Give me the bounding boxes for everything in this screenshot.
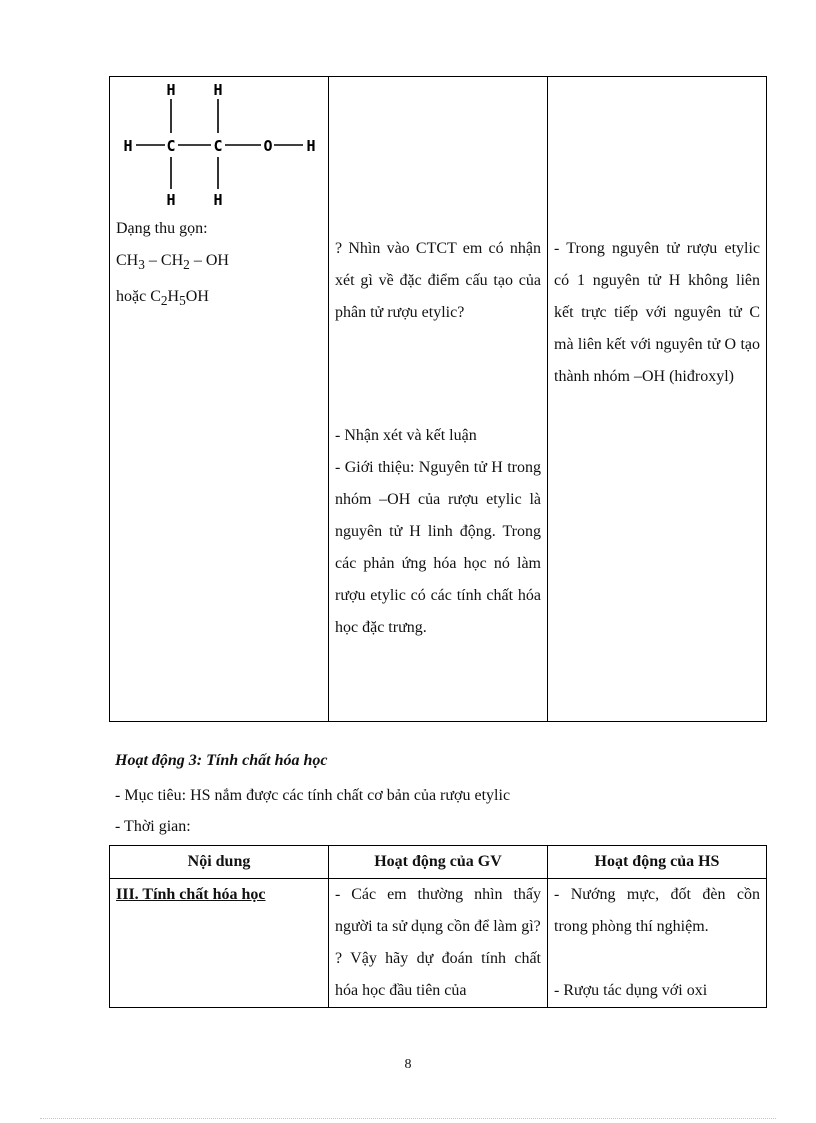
condensed-formula-1 xyxy=(116,245,322,281)
header-content: Nội dung xyxy=(110,846,329,879)
hs-answer-2: - Rượu tác dụng với oxi xyxy=(554,982,708,999)
atom-o: O xyxy=(263,137,273,155)
gv-question-2: ? Vậy hãy dự đoán tính chất hóa học đầu tiên của xyxy=(335,950,541,999)
formula-subscript: 2 xyxy=(160,293,168,309)
structure-table xyxy=(109,76,767,722)
atom-h-top-left: H xyxy=(166,81,176,99)
hs-answer-1: - Nướng mực, đốt đèn cồn trong phòng thí nghiệm. xyxy=(554,886,760,935)
section-title: III. Tính chất hóa học xyxy=(116,886,266,903)
formula-part: hoặc C xyxy=(116,288,161,306)
header-gv: Hoạt động của GV xyxy=(329,846,548,879)
content-cell xyxy=(110,879,329,1008)
content-cell xyxy=(110,77,329,722)
atom-c1: C xyxy=(166,137,176,155)
table-header-row xyxy=(110,846,767,879)
atom-h-right: H xyxy=(306,137,316,155)
formula-subscript: 2 xyxy=(183,257,190,273)
spacer xyxy=(335,77,541,233)
spacer xyxy=(335,329,541,420)
activity-objective: - Mục tiêu: HS nắm được các tính chất cơ bản của rượu etylic xyxy=(115,787,511,804)
atom-c2: C xyxy=(213,137,223,155)
activity-heading: Hoạt động 3: Tính chất hóa học xyxy=(115,752,328,769)
atom-h-bottom-left: H xyxy=(166,191,176,209)
formula-part: OH xyxy=(185,288,209,306)
hs-answer: - Trong nguyên tử rượu etylic có 1 nguyên tử H không liên kết trực tiếp với nguyên tử C mà liên kết với nguyên tử O tạo thành nhóm –OH (hiđroxyl) xyxy=(554,240,760,385)
atom-h-left: H xyxy=(123,137,133,155)
activity-time: - Thời gian: xyxy=(115,818,191,835)
header-hs: Hoạt động của HS xyxy=(548,846,767,879)
condensed-formula-block xyxy=(116,213,322,317)
gv-activity-cell xyxy=(329,77,548,722)
condensed-formula-2 xyxy=(116,281,322,317)
gv-comment: - Nhận xét và kết luận xyxy=(335,427,477,444)
page-number: 8 xyxy=(404,1057,412,1072)
formula-part: CH xyxy=(116,252,139,269)
table-row xyxy=(110,77,767,722)
condensed-label: Dạng thu gọn: xyxy=(116,220,208,237)
page-bottom-border xyxy=(40,1118,776,1119)
formula-part: – OH xyxy=(189,252,229,269)
hs-activity-cell xyxy=(548,77,767,722)
spacer xyxy=(554,77,760,233)
gv-activity-cell xyxy=(329,879,548,1008)
atom-h-top-right: H xyxy=(213,81,223,99)
formula-subscript: 5 xyxy=(179,293,186,309)
ethanol-structural-formula xyxy=(118,77,328,209)
atom-h-bottom-right: H xyxy=(213,191,223,209)
gv-question: ? Nhìn vào CTCT em có nhận xét gì về đặc điểm cấu tạo của phân tử rượu etylic? xyxy=(335,240,541,321)
hs-activity-cell xyxy=(548,879,767,1008)
gv-intro: - Giới thiệu: Nguyên tử H trong nhóm –OH của rượu etylic là nguyên tử H linh động. Trong các phản ứng hóa học nó làm rượu etylic có các tính chất hóa học đặc trưng. xyxy=(335,459,541,636)
formula-part: H xyxy=(167,288,180,306)
gv-question-1: - Các em thường nhìn thấy người ta sử dụng cồn để làm gì? xyxy=(335,886,541,935)
formula-part: – CH xyxy=(144,252,184,269)
spacer xyxy=(554,943,760,975)
activity-table xyxy=(109,845,767,1008)
table-row xyxy=(110,879,767,1008)
formula-subscript: 3 xyxy=(138,257,145,273)
